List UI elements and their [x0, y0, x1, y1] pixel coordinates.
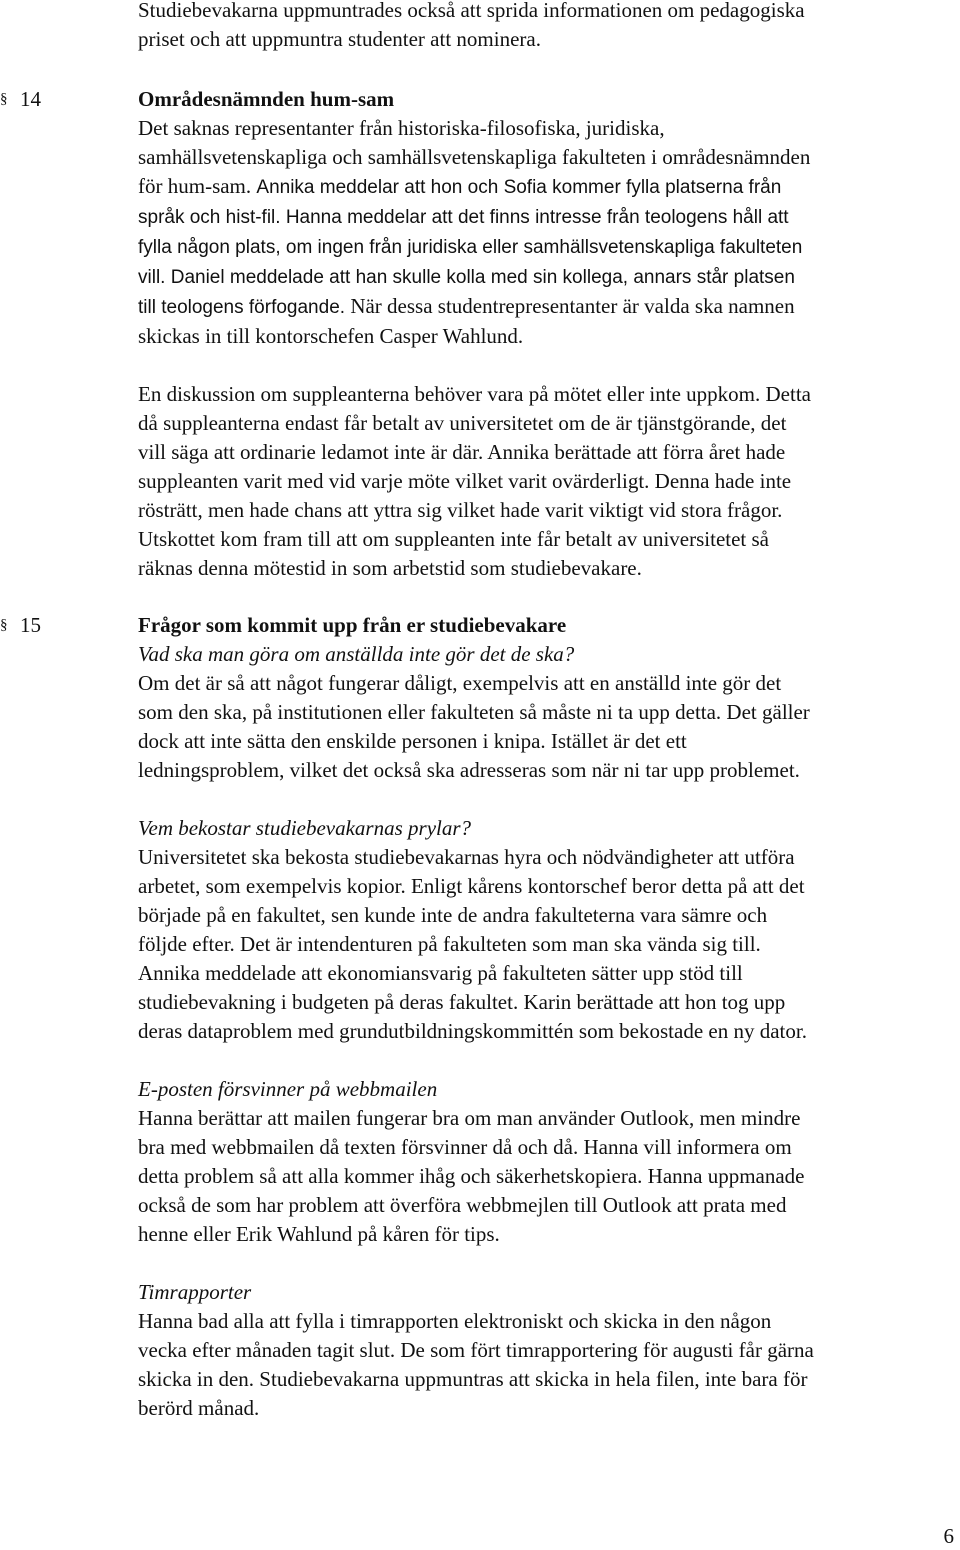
- section-heading: Frågor som kommit upp från er studiebevakare: [138, 613, 567, 637]
- section-number: 14: [20, 87, 41, 111]
- subsection-title: Timrapporter: [138, 1280, 252, 1304]
- section-number-14: [0, 85, 90, 114]
- paragraph-gap: [138, 351, 958, 380]
- section-15-body: [138, 611, 958, 1423]
- section-14-paragraph-1: [138, 114, 958, 351]
- subsection-title: E-posten försvinner på webbmailen: [138, 1077, 438, 1101]
- subsection-title: Vem bekostar studiebevakarnas prylar?: [138, 816, 472, 840]
- section-14-paragraph-2: En diskussion om suppleanterna behöver vara på mötet eller inte uppkom. Detta då suppleanterna endast får betalt av universitetet om de är tjänstgörande, det vill säga att ordinarie ledamot inte är där. Annika berättade att förra året hade suppleanten varit med vid varje möte vilket varit ovärderligt. Denna hade inte rösträtt, men hade chans att yttra sig vilket hade varit viktigt vid stora frågor. Utskottet kom fram till att om suppleanten inte får betalt av universitetet så räknas denna mötestid in som arbetstid som studiebevakare.: [138, 382, 811, 580]
- paragraph-gap: [138, 1249, 958, 1278]
- section-number: 15: [20, 613, 41, 637]
- subsection-title: Vad ska man göra om anställda inte gör det de ska?: [138, 642, 575, 666]
- subsection-text: Om det är så att något fungerar dåligt, exempelvis att en anställd inte gör det som den ska, på institutionen eller fakulteten så måste ni ta upp detta. Det gäller dock att inte sätta den enskilde personen i knipa. Istället är det ett ledningsproblem, vilket det också ska adresseras som när ni tar upp problemet.: [138, 671, 810, 782]
- intro-paragraph: [138, 0, 958, 54]
- section-heading: Områdesnämnden hum-sam: [138, 87, 395, 111]
- subsection-text: Universitetet ska bekosta studiebevakarnas hyra och nödvändigheter att utföra arbetet, som exempelvis kopior. Enligt kårens kontorschef beror detta på att det började på en fakultet, sen kunde inte de andra fakulteterna vara sämre och följde efter. Det är intendenturen på fakulteten som man ska vända sig till. Annika meddelade att ekonomiansvarig på fakulteten sätter upp stöd till studiebevakning i budgeten på deras fakultet. Karin berättade att hon tog upp deras dataproblem med grundutbildningskommittén som bekostade en ny dator.: [138, 845, 807, 1043]
- intro-text: Studiebevakarna uppmuntrades också att sprida informationen om pedagogiska priset och att uppmuntra studenter att nominera.: [138, 0, 805, 51]
- paragraph-run: Det saknas representanter från historiska-filosofiska, juridiska, samhällsvetenskapliga och samhällsvetenskapliga fakulteten i områdesnämnden för hum-sam.: [138, 116, 811, 198]
- paragraph-run: När dessa studentrepresentanter är valda ska namnen skickas in till kontorschefen Casper Wahlund.: [138, 294, 795, 348]
- paragraph-gap: [138, 785, 958, 814]
- section-marker-icon: [0, 85, 16, 114]
- paragraph-gap: [138, 1046, 958, 1075]
- section-14-body: [138, 85, 958, 583]
- subsection-text: Hanna berättar att mailen fungerar bra om man använder Outlook, men mindre bra med webbmailen då texten försvinner då och då. Hanna vill informera om detta problem så att alla kommer ihåg och säkerhetskopiera. Hanna uppmanade också de som har problem att överföra webbmejlen till Outlook att prata med henne eller Erik Wahlund på kåren för tips.: [138, 1106, 805, 1246]
- section-marker-icon: [0, 611, 16, 640]
- section-number-15: [0, 611, 90, 640]
- paragraph-run-sans: Annika meddelar att hon och Sofia kommer fylla platserna från språk och hist-fil. Hanna meddelar att det finns intresse från teologens håll att fylla någon plats, om ingen från juridiska eller samhällsvetenskapliga fakulteten vill. Daniel meddelade att han skulle kolla med sin kollega, annars står platsen till teologens förfogande.: [138, 177, 803, 318]
- subsection-text: Hanna bad alla att fylla i timrapporten elektroniskt och skicka in den någon vecka efter månaden tagit slut. De som fört timrapportering för augusti får gärna skicka in den. Studiebevakarna uppmuntras att skicka in hela filen, inte bara för berörd månad.: [138, 1309, 814, 1420]
- page-number: 6: [943, 1524, 954, 1548]
